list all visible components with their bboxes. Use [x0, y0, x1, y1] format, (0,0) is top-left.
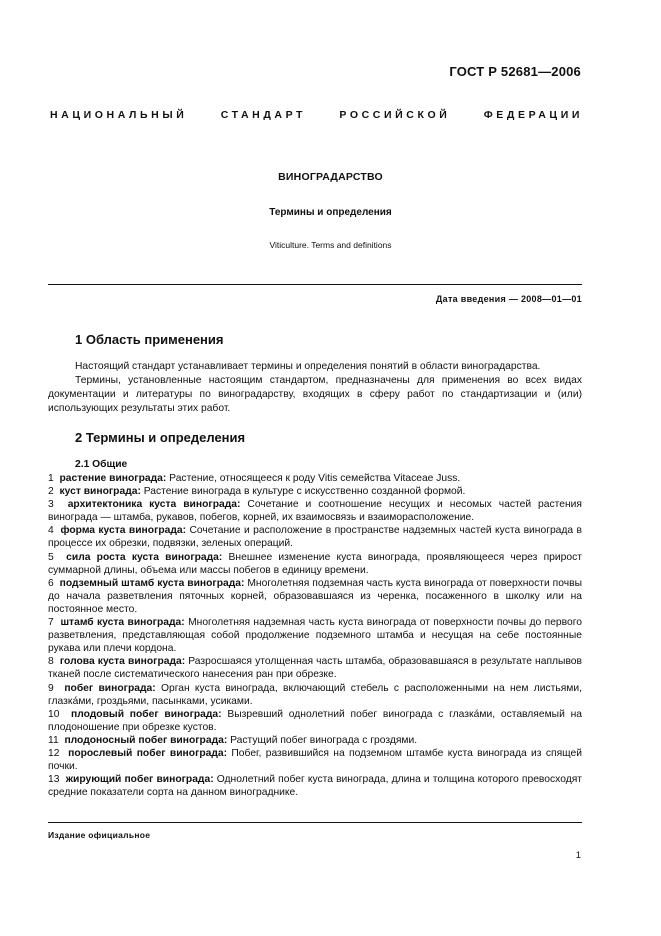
section-1-paragraph: Настоящий стандарт устанавливает термины и определения понятий в области виноградарства.	[75, 361, 541, 372]
term-name: растение винограда:	[59, 473, 167, 484]
term-number: 4	[48, 525, 54, 537]
term-entry	[48, 485, 582, 498]
term-name: куст винограда:	[59, 486, 141, 498]
term-entry	[48, 734, 582, 747]
national-standard-banner: НАЦИОНАЛЬНЫЙ СТАНДАРТ РОССИЙСКОЙ ФЕДЕРАЦИИ	[50, 109, 583, 121]
term-definition: Вызревший однолетний побег винограда с глазка́ми, оставляемый на плодоношение при обрезке кустов.	[48, 708, 582, 733]
term-entry	[48, 577, 582, 616]
term-name: форма куста винограда:	[60, 525, 187, 537]
term-definition: Разросшаяся утолщенная часть штамба, образовавшаяся в результате наплывов тканей после систематического нанесения ран при обрезке.	[48, 656, 582, 681]
term-name: голова куста винограда:	[59, 656, 186, 668]
term-name: штамб куста винограда:	[60, 617, 185, 629]
term-definition: Однолетний побег куста винограда, длина и толщина которого превосходят средние показатели сорта на данном винограднике.	[48, 774, 582, 799]
section-2-heading: 2 Термины и определения	[75, 430, 246, 445]
term-number: 3	[48, 499, 54, 511]
term-name: плодоносный побег винограда:	[64, 734, 228, 746]
top-divider	[48, 284, 582, 285]
term-number: 11	[48, 734, 59, 746]
term-definition: Растение, относящееся к роду Vitis семейства Vitaceae Juss.	[169, 473, 461, 484]
term-entry	[48, 551, 582, 577]
term-name: порослевый побег винограда:	[68, 747, 228, 759]
term-entry	[48, 498, 582, 524]
term-number: 12	[48, 747, 60, 759]
bottom-divider	[48, 822, 582, 823]
term-number: 10	[48, 708, 60, 720]
edition-note: Издание официальное	[48, 830, 151, 840]
term-number: 8	[48, 656, 54, 668]
term-number: 7	[48, 617, 54, 629]
term-name: сила роста куста винограда:	[66, 551, 223, 563]
term-number: 1	[48, 473, 54, 484]
terms-list	[48, 472, 582, 799]
page-number: 1	[575, 850, 581, 861]
term-entry	[48, 655, 582, 681]
term-entry	[48, 616, 582, 655]
subsection-heading: 2.1 Общие	[75, 459, 128, 470]
term-number: 6	[48, 577, 54, 589]
term-number: 9	[48, 682, 54, 694]
document-title: ВИНОГРАДАРСТВО	[278, 171, 383, 183]
term-definition: Растущий побег винограда с гроздями.	[230, 734, 418, 746]
term-definition: Растение винограда в культуре с искусственно созданной формой.	[143, 486, 466, 498]
gost-code: ГОСТ Р 52681—2006	[449, 64, 581, 79]
term-entry	[48, 472, 582, 485]
term-entry	[48, 773, 582, 799]
term-definition: Многолетняя подземная часть куста винограда от поверхности почвы до начала разветвления пяточных корней, образовавшаяся из черенка, посаженного в школку или на постоянное место.	[48, 577, 582, 615]
intro-date: Дата введения — 2008—01—01	[435, 294, 582, 304]
term-definition: Сочетание и расположение в пространстве надземных частей куста винограда в процессе их обрезки, подвязки, зеленых операций.	[48, 525, 582, 550]
term-definition: Внешнее изменение куста винограда, проявляющееся через прирост суммарной длины, объема или массы побегов в единицу времени.	[48, 551, 582, 576]
term-definition: Многолетняя надземная часть куста винограда от поверхности почвы до первого разветвления, представляющая собой продолжение подземного штамба и несущая на себе постоянные рукава или плечи кордона.	[48, 617, 582, 655]
term-definition: Побег, развившийся на подземном штамбе куста винограда из спящей почки.	[48, 747, 582, 773]
term-entry	[48, 524, 582, 550]
section-1-heading: 1 Область применения	[75, 332, 224, 347]
term-definition: Орган куста винограда, включающий стебель с расположенными на нем листьями, глазка́ми, гроздьями, пасынками, усиками.	[48, 682, 582, 707]
document-subtitle: Термины и определения	[269, 207, 392, 218]
term-number: 2	[48, 486, 54, 498]
term-entry	[48, 747, 582, 773]
term-name: плодовый побег винограда:	[70, 708, 222, 720]
document-title-english: Viticulture. Terms and definitions	[269, 240, 392, 250]
term-name: побег винограда:	[64, 682, 156, 694]
term-entry	[48, 682, 582, 708]
term-definition: Сочетание и соотношение несущих и несомых частей растения винограда — штамба, рукавов, побегов, корней, их взаимосвязь и взаиморасположение.	[48, 499, 583, 524]
section-1-paragraph: Термины, установленные настоящим стандартом, предназначены для применения во всех видах документации и литературы по виноградарству, входящих в сферу работ по стандартизации и (или) использующих результаты этих работ.	[48, 375, 582, 414]
term-entry	[48, 708, 582, 734]
term-name: жирующий побег винограда:	[65, 774, 214, 786]
term-name: подземный штамб куста винограда:	[59, 577, 245, 589]
term-number: 13	[48, 774, 60, 786]
term-number: 5	[48, 551, 54, 563]
term-name: архитектоника куста винограда:	[67, 499, 241, 511]
